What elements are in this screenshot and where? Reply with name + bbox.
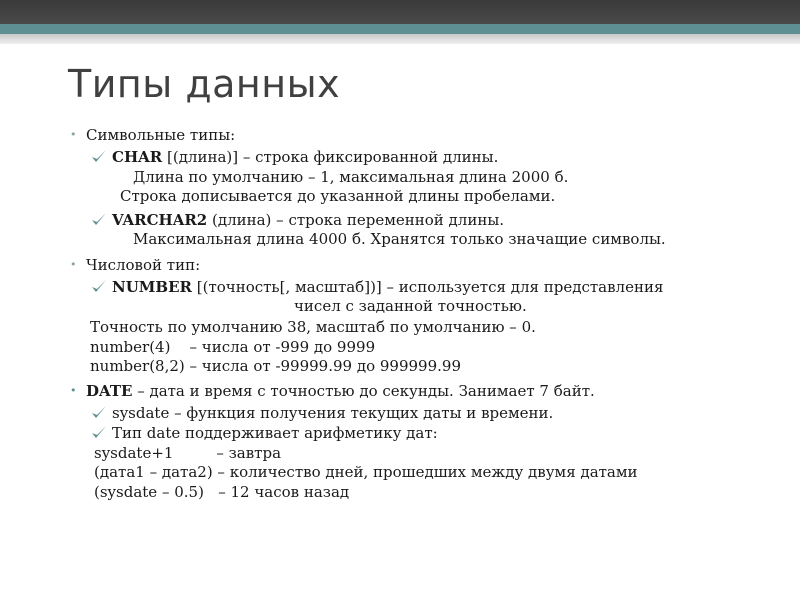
bullet-dot-icon: • [70,258,77,271]
date-example-1: sysdate+1 – завтра [94,444,282,462]
number-example-2: number(8,2) – числа от -99999.99 до 999999.99 [90,357,462,375]
date-text: – дата и время с точностью до секунды. Занимает 7 байт. [132,382,595,400]
sysdate-line: sysdate – функция получения текущих даты и времени. [112,404,554,422]
bullet-dot-icon: • [70,128,77,141]
char-padding-note: Строка дописывается до указанной длины пробелами. [120,187,556,205]
slide-accent-bar [0,24,800,34]
char-keyword: CHAR [112,148,163,166]
number-example-1: number(4) – числа от -999 до 9999 [90,338,376,356]
number-line [112,278,663,296]
varchar-max-length: Максимальная длина 4000 б. Хранятся только значащие символы. [133,230,666,248]
symbolic-heading: Символьные типы: [86,126,236,144]
char-default-length: Длина по умолчанию – 1, максимальная длина 2000 б. [133,168,569,186]
number-precision-note: чисел с заданной точностью. [294,297,527,315]
char-line [112,148,498,166]
date-example-2: (дата1 – дата2) – количество дней, прошедших между двумя датами [94,463,638,481]
date-line [86,382,595,400]
numeric-heading: Числовой тип: [86,256,201,274]
slide-gradient-bar [0,34,800,44]
bullet-dot-icon: • [70,384,77,397]
checkmark-icon [90,148,108,164]
checkmark-icon [90,404,108,420]
varchar-keyword: VARCHAR2 [112,211,208,229]
checkmark-icon [90,278,108,294]
varchar-text: (длина) – строка переменной длины. [207,211,505,229]
slide-title: Типы данных [68,62,341,106]
date-example-3: (sysdate – 0.5) – 12 часов назад [94,483,350,501]
varchar-line [112,211,504,229]
number-text: [(точность[, масштаб])] – используется для представления [191,278,664,296]
slide-top-bar [0,0,800,24]
char-text: [(длина)] – строка фиксированной длины. [162,148,499,166]
checkmark-icon [90,424,108,440]
checkmark-icon [90,211,108,227]
number-default-line: Точность по умолчанию 38, масштаб по умолчанию – 0. [90,318,536,336]
date-arith-line: Тип date поддерживает арифметику дат: [112,424,438,442]
date-keyword: DATE [86,382,133,400]
number-keyword: NUMBER [112,278,192,296]
